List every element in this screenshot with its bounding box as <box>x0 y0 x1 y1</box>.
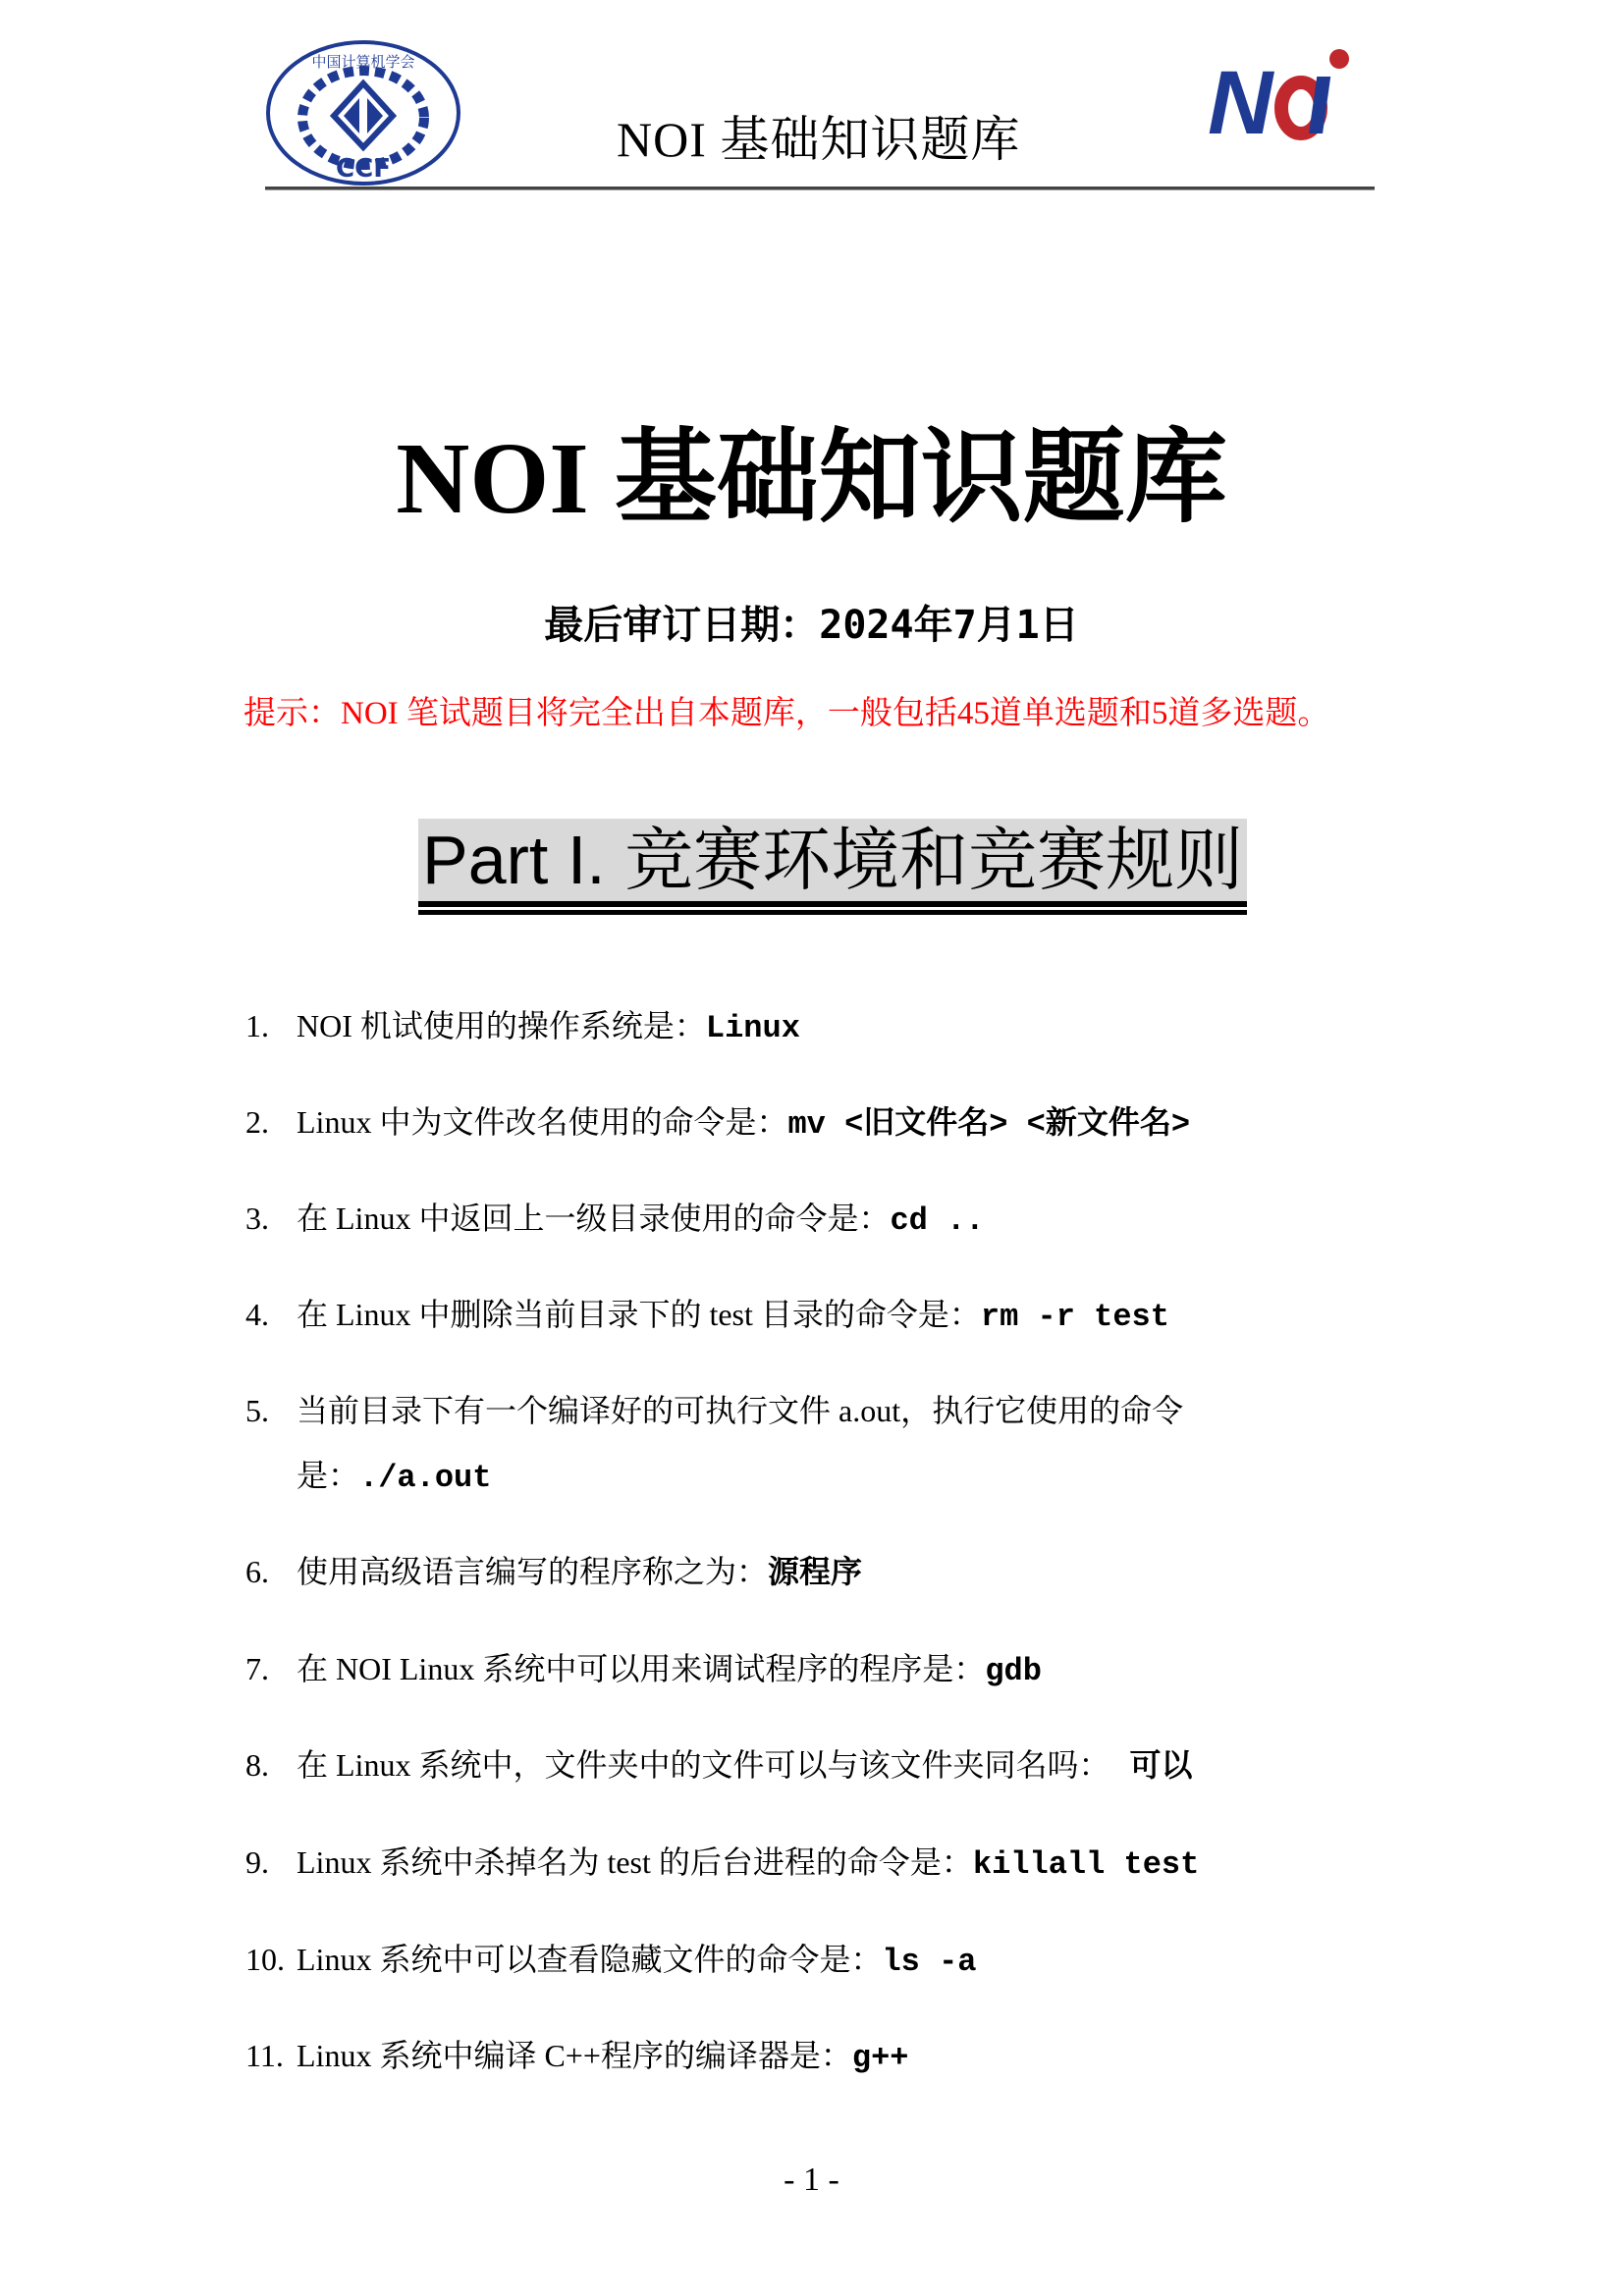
header-title: NOI 基础知识题库 <box>617 112 1021 167</box>
answer: cd .. <box>890 1202 985 1239</box>
question-item: 10. Linux 系统中可以查看隐藏文件的命令是：ls -a <box>245 1942 977 1980</box>
answer: ./a.out <box>359 1460 492 1496</box>
answer: Linux <box>705 1010 800 1046</box>
revision-date <box>0 594 1623 650</box>
answer: rm -r test <box>980 1299 1169 1335</box>
question-item: 5. 当前目录下有一个编译好的可执行文件 a.out，执行它使用的命令 <box>245 1393 1184 1428</box>
ccf-logo-icon <box>265 39 461 187</box>
revision-value: 2024年7月1日 <box>819 603 1079 648</box>
hint-note: 提示：NOI 笔试题目将完全出自本题库，一般包括45道单选题和5道多选题。 <box>243 696 1330 731</box>
question-item: 6. 使用高级语言编写的程序称之为：源程序 <box>245 1553 863 1590</box>
question-item: 1. NOI 机试使用的操作系统是：Linux <box>245 1008 800 1046</box>
answer: 可以 <box>1129 1746 1193 1784</box>
noi-logo-icon <box>1208 43 1355 151</box>
page-number: - 1 - <box>784 2162 839 2198</box>
question-item: 8. 在 Linux 系统中，文件夹中的文件可以与该文件夹同名吗： 可以 <box>245 1746 1193 1784</box>
question-item: 3. 在 Linux 中返回上一级目录使用的命令是：cd .. <box>245 1201 985 1239</box>
svg-text:中国计算机学会: 中国计算机学会 <box>311 53 415 71</box>
question-item: 4. 在 Linux 中删除当前目录下的 test 目录的命令是：rm -r test <box>245 1297 1169 1335</box>
question-item: 11. Linux 系统中编译 C++程序的编译器是：g++ <box>245 2038 909 2076</box>
answer: gdb <box>985 1653 1042 1689</box>
answer: mv <旧文件名> <新文件名> <box>787 1106 1191 1143</box>
svg-text:CCF: CCF <box>336 154 391 184</box>
question-item: 7. 在 NOI Linux 系统中可以用来调试程序的程序是：gdb <box>245 1651 1042 1689</box>
section-heading: Part I. 竞赛环境和竞赛规则 <box>418 819 1247 907</box>
header-divider <box>265 187 1375 190</box>
question-item: 2. Linux 中为文件改名使用的命令是：mv <旧文件名> <新文件名> <box>245 1104 1191 1143</box>
question-continuation: 是：./a.out <box>297 1458 492 1496</box>
answer: 源程序 <box>768 1553 863 1590</box>
svg-text:N: N <box>1208 53 1273 151</box>
question-item: 9. Linux 系统中杀掉名为 test 的后台进程的命令是：killall test <box>245 1844 1200 1883</box>
revision-label: 最后审订日期： <box>544 603 820 648</box>
answer: g++ <box>851 2040 909 2076</box>
document-title: NOI 基础知识题库 <box>396 422 1227 535</box>
answer: ls -a <box>882 1944 977 1980</box>
page-header <box>265 39 1375 196</box>
answer: killall test <box>972 1846 1200 1883</box>
